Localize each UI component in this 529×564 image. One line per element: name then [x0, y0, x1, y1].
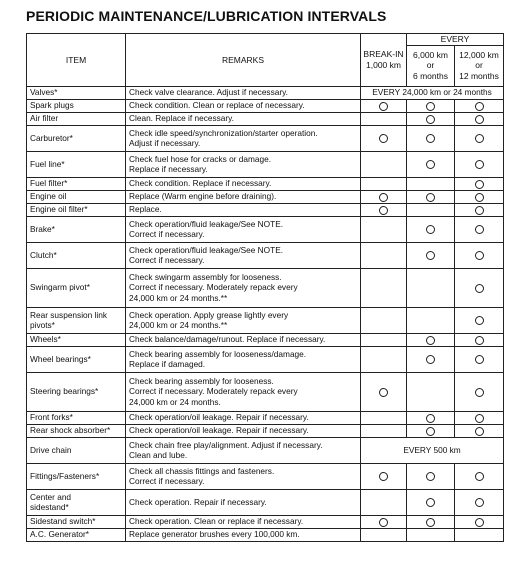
circle-mark-icon — [426, 115, 435, 124]
item-text: Steering bearings* — [30, 386, 99, 397]
remarks-cell — [126, 463, 361, 489]
interval-cell-break-in — [361, 216, 407, 242]
remarks-text: Check operation. Apply grease lightly every — [129, 309, 289, 320]
remarks-text: Check operation. Repair if necessary. — [129, 496, 267, 507]
interval-cell-12000 — [455, 177, 504, 190]
circle-mark-icon — [475, 160, 484, 169]
interval-6000-header — [407, 45, 455, 86]
table-row — [27, 242, 504, 268]
circle-mark-icon — [475, 414, 484, 423]
interval-cell-12000 — [455, 268, 504, 307]
every-header: EVERY — [407, 34, 504, 46]
interval-cell-6000 — [407, 177, 455, 190]
remarks-text: Check bearing assembly for looseness. — [129, 375, 274, 386]
interval-cell-break-in — [361, 372, 407, 411]
interval-cell-break-in — [361, 528, 407, 541]
interval-cell-12000 — [455, 190, 504, 203]
interval-cell-break-in — [361, 411, 407, 424]
remarks-text: Check idle speed/synchronization/starter operation. — [129, 127, 318, 138]
item-cell — [27, 203, 126, 216]
remarks-cell — [126, 372, 361, 411]
interval-cell-6000 — [407, 346, 455, 372]
item-cell — [27, 411, 126, 424]
interval-cell-6000 — [407, 203, 455, 216]
interval-cell-break-in — [361, 463, 407, 489]
remarks-text: 24,000 km or 24 months.** — [129, 292, 228, 303]
table-row — [27, 99, 504, 112]
remarks-cell — [126, 190, 361, 203]
interval-span-cell: EVERY 24,000 km or 24 months — [361, 86, 504, 99]
remarks-text: Check all chassis fittings and fasteners. — [129, 465, 275, 476]
table-row — [27, 190, 504, 203]
item-cell — [27, 307, 126, 333]
interval-12000-header — [455, 45, 504, 86]
item-text: Drive chain — [30, 444, 72, 455]
remarks-text: 24,000 km or 24 months.** — [129, 320, 228, 331]
remarks-cell — [126, 242, 361, 268]
remarks-text: Replace generator brushes every 100,000 km. — [129, 529, 300, 540]
interval-cell-12000 — [455, 346, 504, 372]
circle-mark-icon — [426, 427, 435, 436]
item-cell — [27, 190, 126, 203]
remarks-text: Check operation. Clean or replace if necessary. — [129, 516, 304, 527]
table-row — [27, 424, 504, 437]
interval-cell-6000 — [407, 463, 455, 489]
remarks-text: 24,000 km or 24 months. — [129, 396, 221, 407]
remarks-text: Replace (Warm engine before draining). — [129, 191, 277, 202]
table-row — [27, 411, 504, 424]
interval-cell-break-in — [361, 515, 407, 528]
interval-cell-break-in — [361, 489, 407, 515]
page-title: PERIODIC MAINTENANCE/LUBRICATION INTERVALS — [26, 8, 387, 24]
item-text: Engine oil filter* — [30, 204, 88, 215]
item-text: pivots* — [30, 320, 55, 331]
item-text: A.C. Generator* — [30, 529, 90, 540]
remarks-cell — [126, 333, 361, 346]
remarks-text: Correct if necessary. — [129, 229, 205, 240]
remarks-text: Clean and lube. — [129, 450, 188, 461]
item-cell — [27, 424, 126, 437]
circle-mark-icon — [475, 355, 484, 364]
interval-cell-12000 — [455, 151, 504, 177]
remarks-cell — [126, 112, 361, 125]
remarks-text: Check swingarm assembly for looseness. — [129, 271, 282, 282]
item-cell — [27, 125, 126, 151]
circle-mark-icon — [475, 518, 484, 527]
interval-cell-6000 — [407, 424, 455, 437]
item-cell — [27, 151, 126, 177]
circle-mark-icon — [379, 518, 388, 527]
item-text: Rear shock absorber* — [30, 425, 111, 436]
header-row-top — [27, 34, 504, 46]
remarks-text: Check balance/damage/runout. Replace if necessary. — [129, 334, 326, 345]
circle-mark-icon — [475, 388, 484, 397]
circle-mark-icon — [475, 427, 484, 436]
circle-mark-icon — [426, 498, 435, 507]
table-row — [27, 346, 504, 372]
item-text: Carburetor* — [30, 132, 73, 143]
circle-mark-icon — [426, 355, 435, 364]
circle-mark-icon — [379, 472, 388, 481]
table-row — [27, 463, 504, 489]
circle-mark-icon — [426, 414, 435, 423]
remarks-text: Check operation/oil leakage. Repair if necessary. — [129, 412, 309, 423]
interval-cell-12000 — [455, 372, 504, 411]
interval-cell-6000 — [407, 242, 455, 268]
interval-cell-break-in — [361, 177, 407, 190]
circle-mark-icon — [475, 284, 484, 293]
interval-cell-12000 — [455, 333, 504, 346]
circle-mark-icon — [379, 134, 388, 143]
interval-cell-6000 — [407, 411, 455, 424]
circle-mark-icon — [475, 180, 484, 189]
item-text: Air filter — [30, 113, 59, 124]
circle-mark-icon — [475, 102, 484, 111]
table-row — [27, 203, 504, 216]
item-text: Sidestand switch* — [30, 516, 96, 527]
circle-mark-icon — [426, 134, 435, 143]
item-cell — [27, 86, 126, 99]
item-header: ITEM — [27, 34, 126, 87]
remarks-text: Replace if necessary. — [129, 164, 208, 175]
remarks-text: Correct if necessary. Moderately repack every — [129, 282, 298, 293]
item-text: Clutch* — [30, 249, 57, 260]
remarks-text: Check operation/fluid leakage/See NOTE. — [129, 218, 284, 229]
remarks-text: Check fuel hose for cracks or damage. — [129, 153, 272, 164]
interval-12000-months: 12 months — [459, 70, 499, 81]
table-row — [27, 528, 504, 541]
interval-cell-break-in — [361, 242, 407, 268]
item-cell — [27, 372, 126, 411]
interval-cell-6000 — [407, 528, 455, 541]
remarks-cell — [126, 346, 361, 372]
interval-cell-12000 — [455, 112, 504, 125]
item-text: Front forks* — [30, 412, 73, 423]
remarks-cell — [126, 268, 361, 307]
interval-cell-12000 — [455, 242, 504, 268]
circle-mark-icon — [475, 115, 484, 124]
remarks-cell — [126, 411, 361, 424]
circle-mark-icon — [475, 316, 484, 325]
interval-cell-break-in — [361, 203, 407, 216]
interval-span-cell: EVERY 500 km — [361, 437, 504, 463]
interval-cell-break-in — [361, 268, 407, 307]
interval-cell-12000 — [455, 489, 504, 515]
interval-cell-6000 — [407, 125, 455, 151]
table-row — [27, 515, 504, 528]
interval-cell-6000 — [407, 151, 455, 177]
interval-cell-12000 — [455, 99, 504, 112]
interval-cell-6000 — [407, 268, 455, 307]
circle-mark-icon — [426, 472, 435, 481]
circle-mark-icon — [379, 388, 388, 397]
remarks-cell — [126, 307, 361, 333]
circle-mark-icon — [426, 102, 435, 111]
circle-mark-icon — [475, 193, 484, 202]
remarks-text: Replace. — [129, 204, 162, 215]
interval-cell-12000 — [455, 125, 504, 151]
remarks-text: Check condition. Replace if necessary. — [129, 178, 272, 189]
item-text: Rear suspension link — [30, 309, 108, 320]
interval-cell-break-in — [361, 151, 407, 177]
remarks-cell — [126, 528, 361, 541]
circle-mark-icon — [475, 206, 484, 215]
circle-mark-icon — [475, 336, 484, 345]
remarks-cell — [126, 437, 361, 463]
remarks-cell — [126, 216, 361, 242]
remarks-text: Adjust if necessary. — [129, 138, 201, 149]
item-text: Fuel line* — [30, 158, 65, 169]
table-row — [27, 151, 504, 177]
interval-cell-12000 — [455, 515, 504, 528]
remarks-text: Correct if necessary. Moderately repack every — [129, 386, 298, 397]
item-cell — [27, 177, 126, 190]
remarks-cell — [126, 203, 361, 216]
item-text: sidestand* — [30, 502, 69, 513]
interval-cell-break-in — [361, 424, 407, 437]
circle-mark-icon — [426, 193, 435, 202]
circle-mark-icon — [426, 251, 435, 260]
remarks-text: Replace if damaged. — [129, 359, 206, 370]
circle-mark-icon — [475, 498, 484, 507]
circle-mark-icon — [475, 472, 484, 481]
break-in-label: BREAK-IN — [363, 49, 404, 60]
item-cell — [27, 99, 126, 112]
item-text: Fittings/Fasteners* — [30, 470, 100, 481]
remarks-cell — [126, 489, 361, 515]
circle-mark-icon — [475, 225, 484, 234]
interval-6000-or: or — [426, 60, 435, 71]
interval-cell-6000 — [407, 112, 455, 125]
table-row — [27, 112, 504, 125]
interval-12000-distance: 12,000 km — [459, 49, 499, 60]
remarks-text: Check operation/fluid leakage/See NOTE. — [129, 244, 284, 255]
interval-cell-break-in — [361, 125, 407, 151]
interval-cell-12000 — [455, 216, 504, 242]
remarks-cell — [126, 151, 361, 177]
table-row — [27, 177, 504, 190]
item-cell — [27, 528, 126, 541]
remarks-cell — [126, 424, 361, 437]
interval-cell-6000 — [407, 99, 455, 112]
remarks-text: Correct if necessary. — [129, 476, 205, 487]
item-text: Brake* — [30, 223, 55, 234]
circle-mark-icon — [426, 336, 435, 345]
table-row — [27, 489, 504, 515]
remarks-text: Check operation/oil leakage. Repair if necessary. — [129, 425, 309, 436]
interval-cell-12000 — [455, 463, 504, 489]
remarks-text: Clean. Replace if necessary. — [129, 113, 234, 124]
interval-cell-break-in — [361, 307, 407, 333]
interval-cell-6000 — [407, 372, 455, 411]
item-text: Swingarm pivot* — [30, 282, 90, 293]
table-row — [27, 307, 504, 333]
item-cell — [27, 112, 126, 125]
interval-cell-break-in — [361, 112, 407, 125]
item-text: Wheels* — [30, 334, 61, 345]
table-row — [27, 216, 504, 242]
interval-cell-break-in — [361, 99, 407, 112]
interval-cell-6000 — [407, 489, 455, 515]
break-in-header — [361, 34, 407, 87]
circle-mark-icon — [379, 193, 388, 202]
maintenance-table — [26, 33, 504, 542]
remarks-text: Correct if necessary. — [129, 255, 205, 266]
table-row — [27, 86, 504, 99]
interval-cell-12000 — [455, 528, 504, 541]
table-row — [27, 372, 504, 411]
circle-mark-icon — [475, 251, 484, 260]
item-cell — [27, 333, 126, 346]
item-text: Fuel filter* — [30, 178, 68, 189]
circle-mark-icon — [426, 160, 435, 169]
interval-cell-12000 — [455, 424, 504, 437]
interval-cell-6000 — [407, 307, 455, 333]
item-text: Center and — [30, 491, 72, 502]
interval-cell-6000 — [407, 216, 455, 242]
interval-cell-6000 — [407, 190, 455, 203]
remarks-cell — [126, 99, 361, 112]
remarks-text: Check condition. Clean or replace of necessary. — [129, 100, 305, 111]
item-text: Valves* — [30, 87, 58, 98]
item-text: Spark plugs — [30, 100, 74, 111]
table-row — [27, 333, 504, 346]
break-in-distance: 1,000 km — [366, 59, 401, 70]
item-cell — [27, 242, 126, 268]
item-cell — [27, 489, 126, 515]
circle-mark-icon — [379, 206, 388, 215]
interval-cell-12000 — [455, 411, 504, 424]
item-cell — [27, 216, 126, 242]
item-cell — [27, 463, 126, 489]
table-row — [27, 125, 504, 151]
item-text: Wheel bearings* — [30, 353, 91, 364]
circle-mark-icon — [379, 102, 388, 111]
item-cell — [27, 268, 126, 307]
table-row — [27, 268, 504, 307]
circle-mark-icon — [426, 225, 435, 234]
remarks-cell — [126, 86, 361, 99]
interval-12000-or: or — [475, 60, 483, 71]
interval-6000-distance: 6,000 km — [413, 49, 448, 60]
interval-cell-12000 — [455, 203, 504, 216]
remarks-text: Check chain free play/alignment. Adjust if necessary. — [129, 439, 323, 450]
item-cell — [27, 346, 126, 372]
interval-cell-break-in — [361, 346, 407, 372]
interval-6000-months: 6 months — [413, 70, 448, 81]
remarks-text: Check bearing assembly for looseness/damage. — [129, 348, 307, 359]
item-cell — [27, 437, 126, 463]
interval-cell-6000 — [407, 333, 455, 346]
circle-mark-icon — [426, 518, 435, 527]
remarks-header: REMARKS — [126, 34, 361, 87]
interval-cell-break-in — [361, 333, 407, 346]
circle-mark-icon — [475, 134, 484, 143]
item-cell — [27, 515, 126, 528]
remarks-cell — [126, 177, 361, 190]
remarks-cell — [126, 515, 361, 528]
item-text: Engine oil — [30, 191, 67, 202]
table-row — [27, 437, 504, 463]
interval-cell-12000 — [455, 307, 504, 333]
interval-cell-break-in — [361, 190, 407, 203]
remarks-text: Check valve clearance. Adjust if necessary. — [129, 87, 288, 98]
interval-cell-6000 — [407, 515, 455, 528]
table-body — [27, 86, 504, 541]
remarks-cell — [126, 125, 361, 151]
